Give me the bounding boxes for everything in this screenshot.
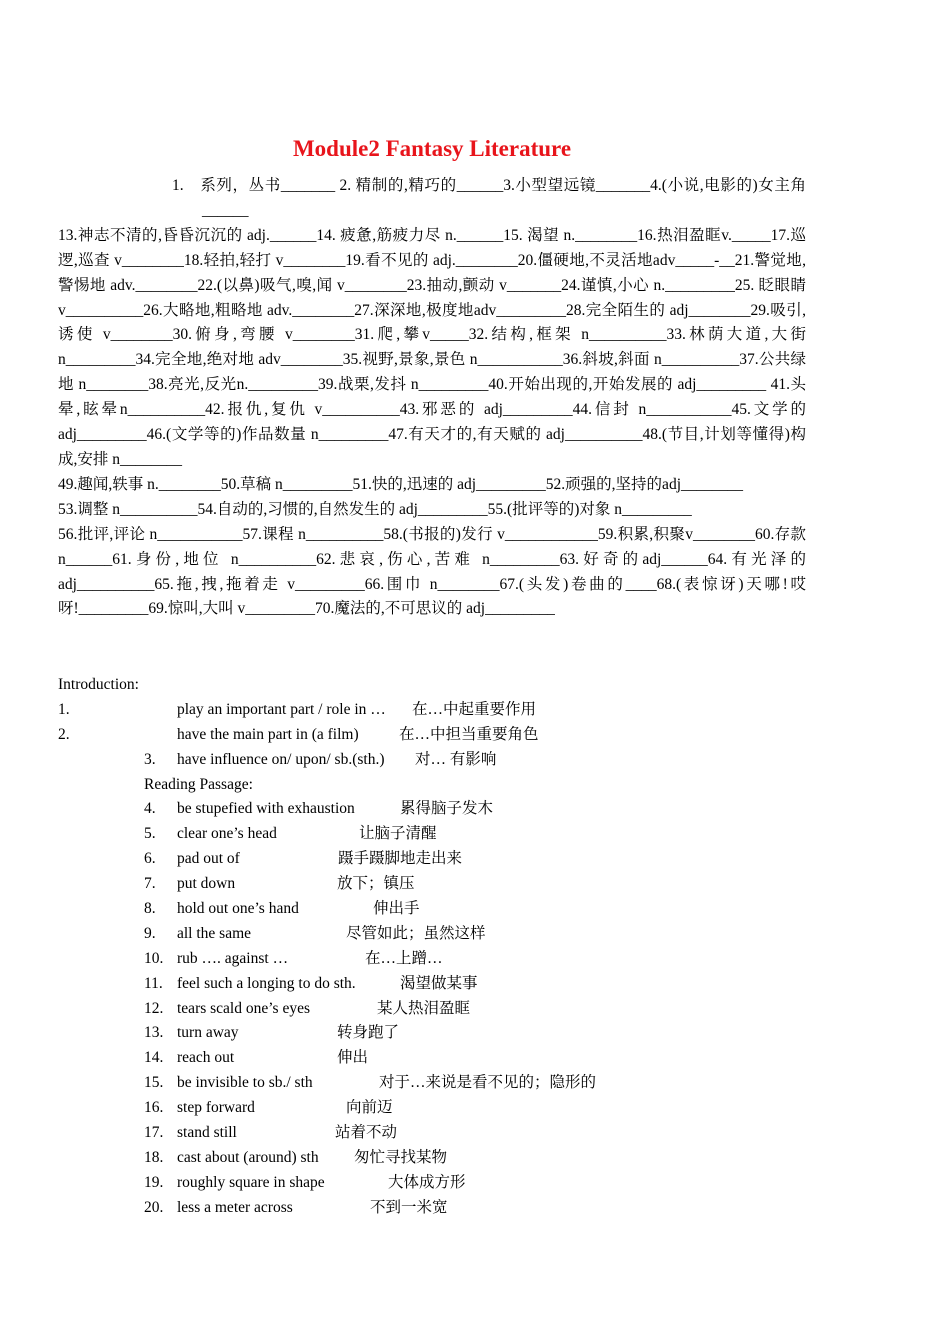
phrase-number: 14. bbox=[144, 1049, 164, 1067]
phrase-english: roughly square in shape bbox=[177, 1173, 325, 1191]
phrase-number: 12. bbox=[144, 999, 164, 1017]
phrase-english: all the same bbox=[177, 924, 252, 942]
phrase-english: have the main part in (a film) bbox=[177, 725, 359, 743]
phrase-chinese: 不到一米宽 bbox=[370, 1198, 448, 1216]
phrase-chinese: 在…上蹭… bbox=[365, 949, 443, 967]
phrase-english: clear one’s head bbox=[177, 825, 277, 843]
phrase-number: 1. bbox=[58, 700, 70, 718]
phrase-chinese: 某人热泪盈眶 bbox=[377, 999, 471, 1017]
phrase-english: stand still bbox=[177, 1124, 237, 1142]
phrase-chinese: 让脑子清醒 bbox=[359, 825, 437, 843]
phrase-chinese: 累得脑子发木 bbox=[400, 800, 494, 818]
phrase-english: be stupefied with exhaustion bbox=[177, 800, 355, 818]
vocab-paragraph: 49.趣闻,轶事 n.________50.草稿 n_________51.快的,迅速的 adj_________52.顽强的,坚持的adj________ bbox=[58, 475, 743, 493]
phrase-english: rub …. against … bbox=[177, 949, 289, 967]
phrase-number: 17. bbox=[144, 1124, 164, 1142]
phrase-number: 5. bbox=[144, 825, 156, 843]
phrase-chinese: 对于…来说是看不见的；隐形的 bbox=[379, 1074, 597, 1092]
phrase-chinese: 尽管如此；虽然这样 bbox=[346, 924, 486, 942]
phrase-chinese: 转身跑了 bbox=[337, 1024, 400, 1042]
phrase-number: 6. bbox=[144, 850, 156, 868]
phrase-number: 8. bbox=[144, 900, 156, 918]
phrase-english: feel such a longing to do sth. bbox=[177, 974, 356, 992]
vocab-paragraph: 56.批评,评论 n___________57.课程 n__________58.(书报的)发行 v____________59.积累,积聚v________60.存款 n______61.身份,地位 n__________62.悲哀,伤心,苦难 n_________63.好奇的adj______64.有光泽的 adj__________65.拖,拽,拖着走 v_________66.围巾 n________67.(头发)卷曲的____68.(表惊讶)天哪!哎呀!_________69.惊叫,大叫 v_________70.魔法的,不可思议的 adj_________ bbox=[58, 525, 806, 618]
phrase-number: 15. bbox=[144, 1074, 164, 1092]
phrase-number: 11. bbox=[144, 974, 163, 992]
reading-heading: Reading Passage: bbox=[144, 775, 253, 793]
phrase-chinese: 伸出手 bbox=[373, 900, 420, 918]
phrase-english: cast about (around) sth bbox=[177, 1148, 319, 1166]
vocab-line-1: 1. 系列，丛书_______ 2. 精制的,精巧的______3.小型望远镜_______4.(小说,电影的)女主角______ bbox=[172, 177, 806, 219]
phrase-english: be invisible to sb./ sth bbox=[177, 1074, 313, 1092]
phrase-chinese: 对… 有影响 bbox=[415, 750, 497, 768]
phrase-english: tears scald one’s eyes bbox=[177, 999, 310, 1017]
phrase-english: less a meter across bbox=[177, 1198, 293, 1216]
phrase-chinese: 在…中担当重要角色 bbox=[399, 725, 539, 743]
phrase-chinese: 放下；镇压 bbox=[337, 875, 415, 893]
phrase-english: pad out of bbox=[177, 850, 240, 868]
phrase-chinese: 蹑手蹑脚地走出来 bbox=[338, 850, 463, 868]
phrase-chinese: 匆忙寻找某物 bbox=[354, 1148, 448, 1166]
vocab-paragraph: 53.调整 n__________54.自动的,习惯的,自然发生的 adj_________55.(批评等的)对象 n_________ bbox=[58, 500, 692, 518]
phrase-english: hold out one’s hand bbox=[177, 900, 299, 918]
vocabulary-section bbox=[58, 174, 806, 622]
phrase-english: turn away bbox=[177, 1024, 239, 1042]
phrase-chinese: 在…中起重要作用 bbox=[412, 700, 537, 718]
phrase-english: reach out bbox=[177, 1049, 235, 1067]
vocab-paragraph: 13.神志不清的,昏昏沉沉的 adj.______14. 疲惫,筋疲力尽 n.______15. 渴望 n.________16.热泪盈眶v._____17.巡逻,巡查 v________18.轻拍,轻打 v________19.看不见的 adj.________20.僵硬地,不灵活地adv_____-__21.警觉地,警惕地 adv.________22.(以鼻)吸气,嗅,闻 v________23.抽动,颤动 v_______24.谨慎,小心 n._________25. 眨眼睛 v__________26.大略地,粗略地 adv.________27.深深地,极度地adv_________28.完全陌生的 adj________29.吸引,诱使 v________30.俯身,弯腰 v________31.爬,攀v_____32.结构,框架 n__________33.林荫大道,大街 n_________34.完全地,绝对地 adv________35.视野,景象,景色 n___________36.斜坡,斜面 n__________37.公共绿地 n________38.亮光,反光n._________39.战栗,发抖 n_________40.开始出现的,开始发展的 adj_________ 41.头晕,眩晕n__________42.报仇,复仇 v__________43.邪恶的 adj_________44.信封 n___________45.文学的adj_________46.(文学等的)作品数量 n_________47.有天才的,有天赋的 adj__________48.(节目,计划等懂得)构成,安排 n________ bbox=[58, 226, 806, 468]
phrase-number: 9. bbox=[144, 924, 156, 942]
phrase-chinese: 伸出 bbox=[337, 1049, 369, 1067]
phrase-chinese: 站着不动 bbox=[335, 1124, 398, 1142]
phrase-number: 20. bbox=[144, 1198, 164, 1216]
page-title: Module2 Fantasy Literature bbox=[292, 136, 572, 161]
phrase-number: 19. bbox=[144, 1173, 164, 1191]
phrase-number: 3. bbox=[144, 750, 156, 768]
introduction-heading: Introduction: bbox=[58, 676, 139, 693]
phrase-number: 13. bbox=[144, 1024, 164, 1042]
phrase-english: put down bbox=[177, 875, 236, 893]
phrase-chinese: 向前迈 bbox=[346, 1099, 393, 1117]
phrase-english: step forward bbox=[177, 1099, 255, 1117]
phrase-number: 10. bbox=[144, 949, 164, 967]
phrase-english: play an important part / role in … bbox=[177, 700, 386, 718]
phrase-english: have influence on/ upon/ sb.(sth.) bbox=[177, 750, 385, 768]
phrase-number: 4. bbox=[144, 800, 156, 818]
phrase-chinese: 渴望做某事 bbox=[400, 974, 478, 992]
phrase-chinese: 大体成方形 bbox=[388, 1173, 466, 1191]
phrase-number: 7. bbox=[144, 875, 156, 893]
phrase-number: 2. bbox=[58, 725, 70, 743]
phrase-number: 18. bbox=[144, 1148, 164, 1166]
phrase-number: 16. bbox=[144, 1099, 164, 1117]
